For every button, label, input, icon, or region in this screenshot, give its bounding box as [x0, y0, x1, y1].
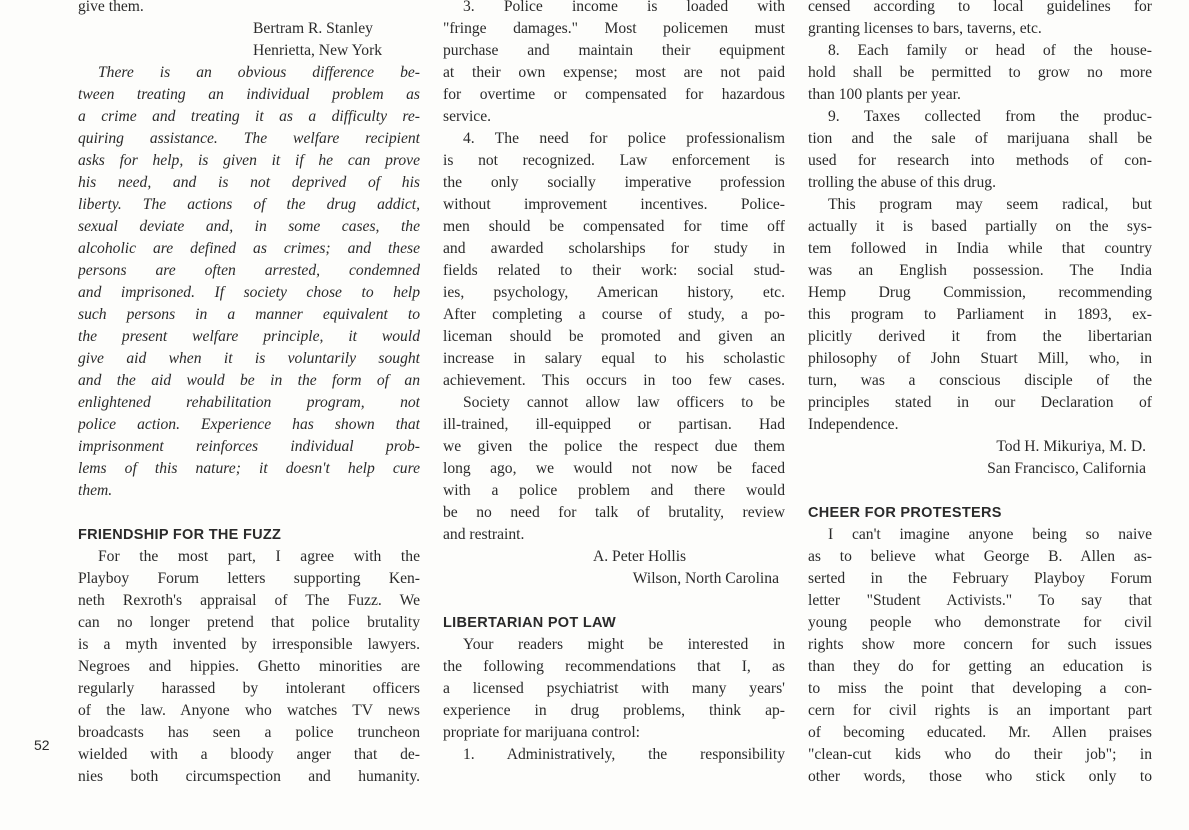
text-line: principles stated in our Declaration of [808, 394, 1152, 411]
text-line: police action. Experience has shown that [78, 416, 420, 433]
text-line: than 100 plants per year. [808, 86, 961, 103]
text-line: tion and the sale of marijuana shall be [808, 130, 1152, 147]
text-line: sexual deviate and, in some cases, the [78, 218, 420, 235]
text-line: I can't imagine anyone being so naive [828, 526, 1152, 543]
text-line: neth Rexroth's appraisal of The Fuzz. We [78, 592, 420, 609]
text-line: liberty. The actions of the drug addict, [78, 196, 420, 213]
letter-signature: San Francisco, California [987, 460, 1146, 477]
text-line: wielded with a bloody anger that de- [78, 746, 420, 763]
text-line: without improvement incentives. Police- [443, 196, 785, 213]
text-line: be no need for talk of brutality, review [443, 504, 785, 521]
text-line: at their own expense; most are not paid [443, 64, 785, 81]
section-heading: FRIENDSHIP FOR THE FUZZ [78, 527, 282, 543]
text-line: give them. [78, 0, 144, 15]
text-line: for overtime or compensated for hazardous [443, 86, 785, 103]
text-line: regularly harassed by intolerant officers [78, 680, 420, 697]
text-line: is a myth invented by irresponsible lawyers. [78, 636, 420, 653]
text-line: plicitly derived it from the libertarian [808, 328, 1152, 345]
page-number: 52 [34, 737, 50, 753]
text-line: of the law. Anyone who watches TV news [78, 702, 420, 719]
text-line: purchase and maintain their equipment [443, 42, 785, 59]
text-line: and awarded scholarships for study in [443, 240, 785, 257]
text-line: Playboy Forum letters supporting Ken- [78, 570, 420, 587]
text-line: the following recommendations that I, as [443, 658, 785, 675]
text-line: tem followed in India while that country [808, 240, 1152, 257]
text-line: than they do for getting an education is [808, 658, 1152, 675]
section-heading: CHEER FOR PROTESTERS [808, 505, 1002, 521]
text-line: liceman should be promoted and given an [443, 328, 785, 345]
text-line: There is an obvious difference be- [98, 64, 420, 81]
text-line: and restraint. [443, 526, 525, 543]
text-line: give aid when it is voluntarily sought [78, 350, 420, 367]
text-line: ill-trained, ill-equipped or partisan. Had [443, 416, 785, 433]
text-line [808, 480, 1152, 502]
text-line: Your readers might be interested in [463, 636, 785, 653]
text-line: persons are often arrested, condemned [78, 262, 420, 279]
text-line: achievement. This occurs in too few cases. [443, 372, 785, 389]
text-line: For the most part, I agree with the [98, 548, 420, 565]
text-line: tween treating an individual problem as [78, 86, 420, 103]
text-line: turn, was a conscious disciple of the [808, 372, 1152, 389]
text-line: asks for help, is given it if he can prove [78, 152, 420, 169]
text-line: Society cannot allow law officers to be [463, 394, 785, 411]
text-line: other words, those who stick only to [808, 768, 1152, 785]
letter-signature: Tod H. Mikuriya, M. D. [996, 438, 1146, 455]
text-line: lems of this nature; it doesn't help cure [78, 460, 420, 477]
text-line: fields related to their work: social stud- [443, 262, 785, 279]
text-line: imprisonment reinforces individual prob- [78, 438, 420, 455]
text-line: a crime and treating it as a difficulty re- [78, 108, 420, 125]
text-line [443, 590, 785, 612]
text-line: Independence. [808, 416, 899, 433]
text-line: 4. The need for police professionalism [463, 130, 785, 147]
text-line: serted in the February Playboy Forum [808, 570, 1152, 587]
text-line: letter "Student Activists." To say that [808, 592, 1152, 609]
letter-signature: Bertram R. Stanley [253, 20, 373, 37]
text-line: 9. Taxes collected from the produc- [828, 108, 1152, 125]
text-line [78, 502, 420, 524]
letter-signature: Henrietta, New York [253, 42, 383, 59]
text-line: and the aid would be in the form of an [78, 372, 420, 389]
text-line: enlightened rehabilitation program, not [78, 394, 420, 411]
text-line: "clean-cut kids who do their job"; in [808, 746, 1152, 763]
text-line: can no longer pretend that police brutality [78, 614, 420, 631]
text-line: trolling the abuse of this drug. [808, 174, 996, 191]
text-line: used for research into methods of con- [808, 152, 1152, 169]
text-line: hold shall be permitted to grow no more [808, 64, 1152, 81]
text-line: "fringe damages." Most policemen must [443, 20, 785, 37]
text-line: this program to Parliament in 1893, ex- [808, 306, 1152, 323]
text-line: them. [78, 482, 113, 499]
text-line: Hemp Drug Commission, recommending [808, 284, 1152, 301]
text-line: censed according to local guidelines for [808, 0, 1152, 15]
text-line: cern for civil rights is an important part [808, 702, 1152, 719]
text-line: his need, and is not deprived of his [78, 174, 420, 191]
text-line: philosophy of John Stuart Mill, who, in [808, 350, 1152, 367]
text-line: alcoholic are defined as crimes; and these [78, 240, 420, 257]
text-line: is not recognized. Law enforcement is [443, 152, 785, 169]
text-line: the present welfare principle, it would [78, 328, 420, 345]
text-line: with a police problem and there would [443, 482, 785, 499]
text-line: as to believe what George B. Allen as- [808, 548, 1152, 565]
text-line: young people who demonstrate for civil [808, 614, 1152, 631]
text-line: to miss the point that developing a con- [808, 680, 1152, 697]
text-line: was an English possession. The India [808, 262, 1152, 279]
letter-signature: Wilson, North Carolina [632, 570, 779, 587]
text-line: men should be compensated for time off [443, 218, 785, 235]
text-line: 8. Each family or head of the house- [828, 42, 1152, 59]
text-line: experience in drug problems, think ap- [443, 702, 785, 719]
text-line: the only socially imperative profession [443, 174, 785, 191]
text-line: broadcasts has seen a police truncheon [78, 724, 420, 741]
text-line: nies both circumspection and humanity. [78, 768, 420, 785]
text-line: propriate for marijuana control: [443, 724, 641, 741]
text-line: ies, psychology, American history, etc. [443, 284, 785, 301]
text-line: such persons in a manner equivalent to [78, 306, 420, 323]
text-line: service. [443, 108, 492, 125]
text-line: long ago, we would not now be faced [443, 460, 785, 477]
letter-signature: A. Peter Hollis [593, 548, 687, 565]
text-line: of becoming educated. Mr. Allen praises [808, 724, 1152, 741]
text-line: quiring assistance. The welfare recipient [78, 130, 420, 147]
text-line: a licensed psychiatrist with many years' [443, 680, 785, 697]
text-line: 3. Police income is loaded with [463, 0, 785, 15]
text-line: rights show more concern for such issues [808, 636, 1152, 653]
text-line: we given the police the respect due them [443, 438, 785, 455]
text-line: and imprisoned. If society chose to help [78, 284, 420, 301]
section-heading: LIBERTARIAN POT LAW [443, 615, 616, 631]
text-line: This program may seem radical, but [828, 196, 1152, 213]
text-line: granting licenses to bars, taverns, etc. [808, 20, 1042, 37]
text-line: actually it is based partially on the sys- [808, 218, 1152, 235]
text-line: Negroes and hippies. Ghetto minorities are [78, 658, 420, 675]
text-line: increase in salary equal to his scholastic [443, 350, 785, 367]
text-line: 1. Administratively, the responsibility [463, 746, 785, 763]
text-line: After completing a course of study, a po- [443, 306, 785, 323]
